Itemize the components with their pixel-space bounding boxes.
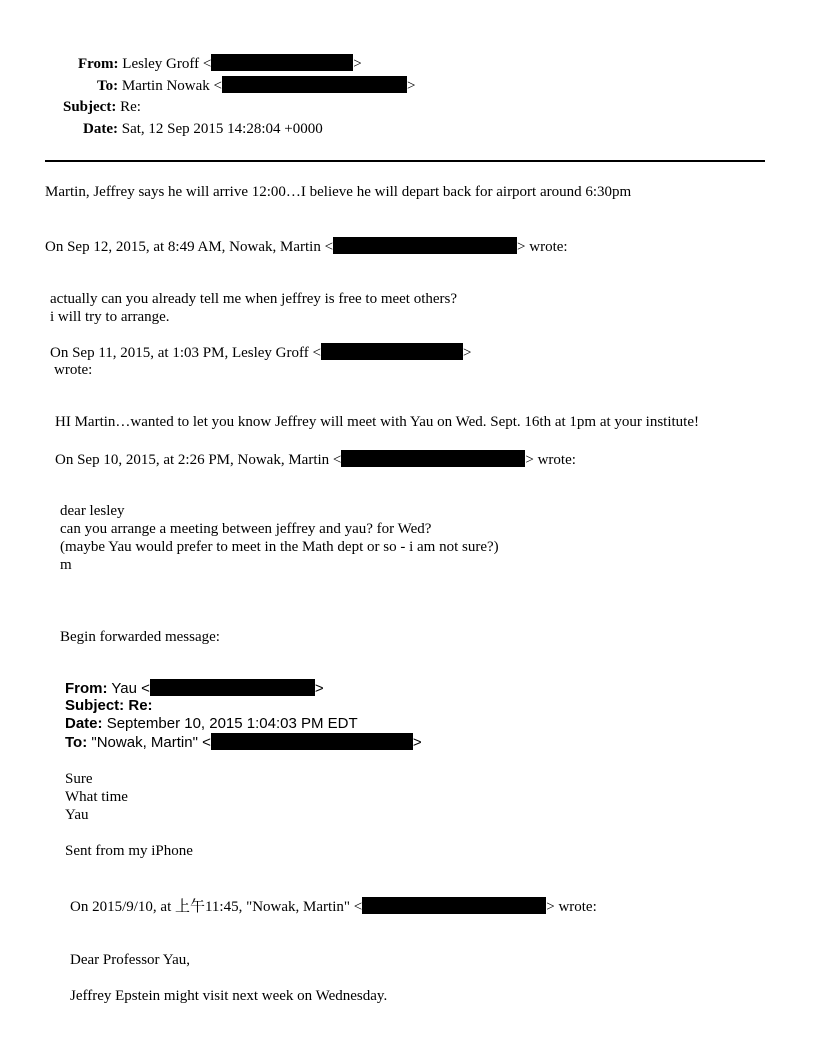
quote-3-prefix: On Sep 10, 2015, at 2:26 PM, Nowak, Martin — [55, 452, 330, 468]
lt-bracket: < — [141, 680, 150, 697]
subject-value: Re: — [120, 99, 141, 115]
forward-subject-label: Subject: — [65, 697, 125, 714]
from-name: Lesley Groff — [122, 56, 200, 72]
body-line-1: Martin, Jeffrey says he will arrive 12:00…I believe he will depart back for airport around 6:30pm — [45, 184, 632, 200]
redacted-email — [211, 733, 413, 750]
gt-bracket: > — [525, 452, 534, 468]
gt-bracket: > — [412, 734, 422, 751]
redacted-email — [211, 54, 353, 71]
lt-bracket: < — [202, 56, 212, 72]
gt-bracket: > — [517, 239, 526, 255]
quote-3-line-1: dear lesley — [60, 503, 125, 519]
quote-2-wrote: wrote: — [54, 362, 93, 378]
quote-1-line-2: i will try to arrange. — [50, 309, 170, 325]
forward-from-row — [65, 679, 324, 698]
gt-bracket: > — [546, 899, 555, 915]
signature-line: Sent from my iPhone — [65, 843, 193, 859]
quote-4-attribution — [70, 897, 597, 916]
quote-2-attribution — [50, 343, 471, 362]
forward-subject-value: Re: — [128, 697, 153, 714]
lt-bracket: < — [332, 452, 342, 468]
from-label: From: — [78, 56, 119, 72]
final-line: Jeffrey Epstein might visit next week on Wednesday. — [70, 988, 388, 1004]
forward-to-value: "Nowak, Martin" — [91, 734, 198, 751]
wrote-text: wrote: — [529, 239, 568, 255]
quote-1-attribution — [45, 237, 568, 256]
gt-bracket: > — [314, 680, 324, 697]
wrote-text: wrote: — [558, 899, 597, 915]
lt-bracket: < — [202, 734, 211, 751]
lt-bracket: < — [213, 78, 222, 94]
quote-2-line-1: HI Martin…wanted to let you know Jeffrey will meet with Yau on Wed. Sept. 16th at 1pm at your institute! — [55, 414, 699, 430]
header-date-row — [83, 120, 323, 138]
quote-3-line-2: can you arrange a meeting between jeffrey and yau? for Wed? — [60, 521, 432, 537]
forward-to-label: To: — [65, 734, 88, 751]
gt-bracket: > — [462, 345, 472, 361]
reply-line-3: Yau — [65, 807, 89, 823]
redacted-email — [222, 76, 407, 93]
redacted-email — [150, 679, 315, 696]
forward-date-value: September 10, 2015 1:04:03 PM EDT — [106, 715, 358, 732]
lt-bracket: < — [324, 239, 334, 255]
redacted-email — [333, 237, 517, 254]
quote-2-prefix: On Sep 11, 2015, at 1:03 PM, Lesley Groff — [50, 345, 309, 361]
lt-bracket: < — [312, 345, 321, 361]
forward-date-label: Date: — [65, 715, 103, 732]
quote-1-prefix: On Sep 12, 2015, at 8:49 AM, Nowak, Martin — [45, 239, 321, 255]
header-divider — [45, 160, 765, 162]
wrote-text: wrote: — [537, 452, 576, 468]
gt-bracket: > — [407, 78, 416, 94]
to-name: Martin Nowak — [121, 78, 210, 94]
quote-3-line-4: m — [60, 557, 72, 573]
date-value: Sat, 12 Sep 2015 14:28:04 +0000 — [121, 121, 323, 137]
quote-1-line-1: actually can you already tell me when jeffrey is free to meet others? — [50, 291, 458, 307]
forward-from-value: Yau — [111, 680, 137, 697]
to-label: To: — [97, 78, 119, 94]
header-from-row — [78, 54, 362, 73]
date-label: Date: — [83, 121, 118, 137]
forward-to-row — [65, 733, 422, 752]
quote-3-line-3: (maybe Yau would prefer to meet in the Math dept or so - i am not sure?) — [60, 539, 499, 555]
forward-subject-row — [65, 697, 153, 715]
subject-label: Subject: — [63, 99, 117, 115]
reply-line-2: What time — [65, 789, 128, 805]
greeting-line: Dear Professor Yau, — [70, 952, 190, 968]
quote-3-attribution — [55, 450, 576, 469]
reply-line-1: Sure — [65, 771, 93, 787]
forward-date-row — [65, 715, 358, 733]
redacted-email — [341, 450, 525, 467]
forward-from-label: From: — [65, 680, 108, 697]
forwarded-heading: Begin forwarded message: — [60, 629, 220, 645]
redacted-email — [321, 343, 463, 360]
lt-bracket: < — [353, 899, 363, 915]
quote-4-prefix: On 2015/9/10, at 上午11:45, "Nowak, Martin" — [70, 899, 350, 915]
header-to-row — [97, 76, 415, 95]
gt-bracket: > — [353, 56, 362, 72]
header-subject-row — [63, 98, 141, 116]
redacted-email — [362, 897, 546, 914]
